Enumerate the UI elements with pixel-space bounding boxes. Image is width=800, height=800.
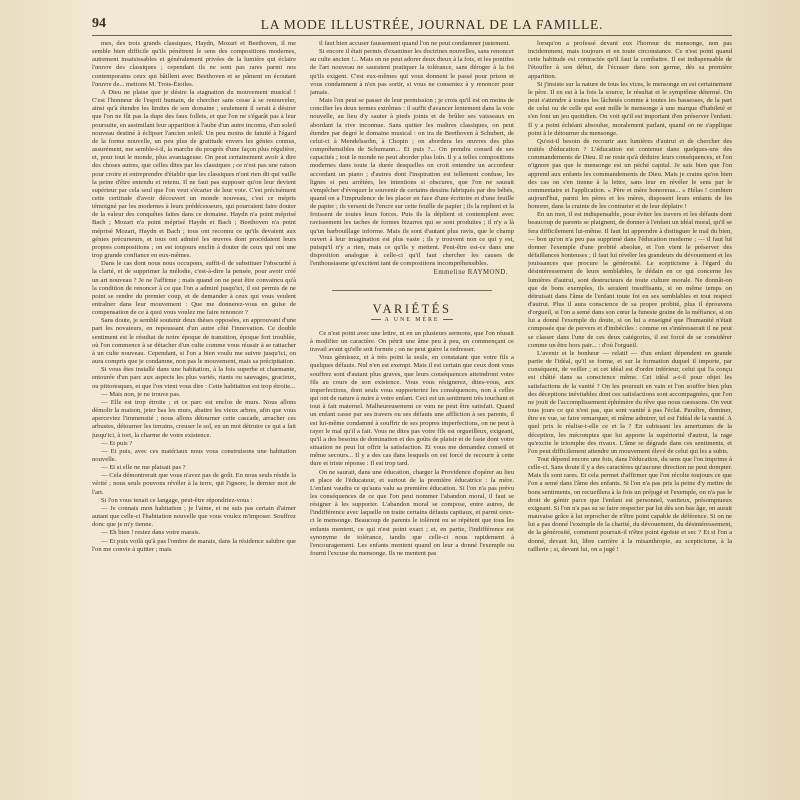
article-signature: Emmeline RAYMOND. [433, 269, 508, 277]
paragraph: Sans doute, je semblé soutenir deux thèses opposées, en approuvant d'une part les novateurs, en repoussant d'un autre côté l'innovation. Ce double sentiment est le résultat de notre époque de transition, époque fort troublée, où l'on commence à se détacher d'un culte comme vous réussir à se rattacher à un culte nouveau. Cependant, si l'on a bien voulu me suivre jusqu'ici, on aura compris que je condamne, non pas le mouvement, mais sa précipitation. [92, 317, 296, 366]
dialogue-line: — Eh bien ! restez dans votre marais. [101, 529, 201, 537]
paragraph: mes, des trois grands classiques, Haydn, Mozart et Beethoven, il me semble bien difficile qu'ils pénètrent le sens des compositions modernes, autrement insaisissables et généralement privées de la lumière qui éclaire l'œuvre des classiques ; cependant ils ne sont pas rares parmi nos contemporains ceux qui bâillent avec Beethoven et se pâment en écoutant l'œuvre de... mettons M. Trois-Étoiles. [92, 40, 296, 88]
section-divider [332, 290, 492, 291]
paragraph: Ce n'est point avec une lettre, ni en un plusieurs sermons, que l'on réussit à modifier un caractère. On pétrit une âme peu à peu, en commençant ce travail avant qu'elle soit formée ; on ne peut guère la redresser. [310, 329, 514, 354]
paragraph: Dans le cas dont nous nous occupons, suffit-il de substituer l'obscurité à la clarté, et de supprimer la mélodie, c'est-à-dire la pensée, pour avoir créé un art nouveau ? Je ne l'affirme ; mais quand on ne peut être convaincu qu'à la condition de renoncer à ce que l'on a admiré jusqu'ici, il est permis de ne point se rendre du premier coup, et de demander à ceux qui vous veulent entraîner dans leur mouvement : Que me donnerez-vous en guise de compensation de ce à quoi vous voulez me faire renoncer ? [92, 260, 296, 317]
paragraph: On ne saurait, dans une éducation, charger la Providence d'opérer au lieu et place de l'éducateur, et surtout de la première éducatrice : la mère. L'enfant vaudra ce qu'aura valu sa première éducation. Si l'on n'a pas prévu les conséquences de ce que l'on peut nommer l'abandon moral, il faut se résigner à les supporter. L'abandon moral se compose, entre autres, de l'indifférence avec laquelle on traite certains défauts capitaux, et parmi ceux-ci le mensonge. Beaucoup de parents le tolèrent ou se répètent que tous les enfants mentent, ce qui n'est point exact ; et, en partie, l'indifférence est synonyme de tolérance, tandis que celle-ci nous rapidement à l'encouragement. Les enfants mentent quand on leur a donné l'exemple ou fourni l'excuse du mensonge. Ils ne mentent pas [310, 468, 514, 558]
paragraph: Mais l'on peut se passer de leur permission ; je crois qu'il est on moins de concilier les deux termes extrêmes : il suffit d'avancer lentement dans la voie nouvelle, au lieu d'y sauter à pieds joints et de brûler ses vaisseaux en abordant la rive inconnue. Sans quitter les maîtres classiques, on peut étendre par degré le domaine musical : on ira de Beethoven à Schubert, de celui-ci à Mendelssohn, à Chopin ; on abordera les œuvres des plus compréhensibles de Schumann... Et puis ?... On prendra conseil de ses capacités ; tout le monde ne peut aborder plus loin. Il y a telles compositions modernes dans toute la durée desquelles on croit entendre un accordeur accordant un piano ; d'autres dont l'inspiration est tellement confuse, les lignes si peu arrêtées, les intentions si obscures, que l'on ne saurait s'empêcher d'évoquer le souvenir de certains dessins fabriqués par des bébés, quand on a l'imprudence de les placer en face d'une écritoire et d'une feuille de papier ; ils versent de l'encre sur cette feuille de papier ; ils la replient et la froissent de toutes leurs forces. Puis ils la déplient et contemplent avec ravissement les taches de formes bizarres qui se sont produites ; il n'y a là qu'un barbouillage informe. Mais ils sont d'autant plus ravis, que le champ ouvert à leur imagination est plus vaste ; ils y trouvent non ce qui y est, puisqu'il n'y a rien, mais ce qu'ils y mettent. Peut-être est-ce dans une disposition analogue à celle-ci qu'il faut chercher les causes de l'enthousiasme qu'excitent tant de compositions incompréhensibles. [310, 97, 514, 268]
text-column-1 [92, 40, 296, 792]
dialogue-line: — Et puis, avec ces matériaux nous vous construisons une habitation nouvelle. [92, 447, 296, 463]
paragraph: Si encore il était permis d'examiner les doctrines nouvelles, sans renoncer au culte ancien !... Mais on ne peut adorer deux dieux à la fois, et les pontifes de l'art nouveau ne sauraient pratiquer la tolérance, sans déroger à la foi qu'ils exigent. C'est eux-mêmes qui vous donnent le passé pour prison et vous condamnent à n'en pas sortir, si vous ne consentez à y renoncer pour jamais. [310, 48, 514, 96]
section-subtitle: A UNE MÈRE [310, 316, 514, 324]
paragraph: il faut bien accuser faussement quand l'on ne peut condamner justement. [319, 40, 511, 47]
dialogue-line: — Elle est trop étroite ; et ce parc est enclos de murs. Nous allons démolir la maison, jeter bas les murs, abattre les vieux arbres, afin que vous aperceviez l'immensité ; nous allons détourner cette cascade, arracher ces arbustes, détourner les terrains, creuser le sol, en un mot détruire ce qui a fait jusqu'ici, à tort, la charme de votre existence. [92, 398, 296, 439]
running-title: LA MODE ILLUSTRÉE, JOURNAL DE LA FAMILLE. [260, 17, 604, 32]
dialogue-line: — Je connais mon habitation ; je l'aime, et ne suis pas certain d'aimer autant que celle-ci l'habitation nouvelle que vous voulez m'imposer. Souffrez donc que je m'y tienne. [92, 504, 296, 529]
dialogue-line: — Et si elle ne me plaisait pas ? [101, 464, 186, 472]
paragraph: Si l'on vous tenait ce langage, peut-être répondriez-vous : [101, 496, 253, 504]
text-column-2 [310, 40, 514, 792]
dialogue-line: — Cela démontrerait que vous n'avez pas de goût. En nous seuls réside la vérité ; nous seuls pouvons révéler à la terre, qui l'ignore, le dernier mot de l'art. [92, 472, 296, 496]
paragraph: A Dieu ne plaise que je désire la stagnation du mouvement musical ! C'est l'honneur de l'esprit humain, de chercher sans cesse à se renouveler, ainsi qu'à étendre les limites de son domaine ; seulement il serait à désirer que l'on ne fût pas la dupe des faux follets, et que l'on ne s'égarât pas à leur poursuite, en assimilant leur apparition à l'aube d'un autre incomu, d'un soleil nouveau destiné à éclipser l'ancien soleil. Un peu moins de fatuité à l'égard de la forme nouvelle, un peu plus de gratitude envers les génies connus, assurément, me semble-t-il, la marche du progrès d'une façon plus régulière, et, pour tout le monde, plus avantageuse. On peut certainement avoir à dire des choses autres, que celles dites par les classiques ; ce n'est pas une raison pour croire et entreprendre d'établir que les classiques n'ont rien dit qui vaille la peine d'être entendu et retenu. Il ne faut pas supposer qu'on leur devient supérieur par cela seul que l'on veut s'écarter de leur voie. C'est précisément cette certitude d'avoir découvert un monde nouveau, c'est ce mépris témoigné par les modernes à leurs prédécesseurs, qui pourraient faire douter de la valeur des conquêtes faites dans ce domaine. Haydn n'a point méprisé Bach ; Mozart n'a point méprisé Haydn et Bach ; Beethoven n'a point méprisé Mozart, Haydn et Bach ; tous ont reconnu ce qu'ils devaient aux génies précurseurs, et tous ont admiré les œuvres dont procédaient leurs propres compositions ; on est toujours enclin à douter de ceux qui ont une trop grande confiance en eux-mêmes. [92, 88, 296, 260]
paragraph: Tout dépend encore une fois, dans l'éducation, du sens que l'on imprime à celle-ci. Sans doute il y a des caractères qu'aucune direction ne peut dompter. Mais ils sont rares. Et cela permet d'affirmer que l'on récolte toujours ce que l'on a semé dans l'âme des enfants. Si l'on n'a pas pris la peine d'y mettre de bons sentiments, on recueillera à la fois un préjugé et l'exemple, on n'a pas le droit de gémir parce que l'enfant est personnel, vaniteux, présomptueux exigeant. Si l'on n'a pas su se faire respecter par lui dès son bas âge, on aurait mauvaise grâce à lui reprocher de n'être point capable de déférence. Si on ne lui a pas donné l'exemple de la charité, du dévouement, du désintéressement, de la générosité, comment pourrait-il n'être point égoïste et sec ? Et si l'on a donné, devant lui, libre carrière à la misanthropie, au scepticisme, à la raillerie ; si, devant lui, on a jugé ! [528, 455, 732, 553]
page-number: 94 [92, 16, 106, 31]
paragraph: L'avenir et le bonheur — relatif — d'un enfant dépendent en grande partie de l'idéal, qu'il se forme, et sur la formation duquel il importe, par conséquent, de veiller ; et cet idéal est d'ordre inférieur, celui qui l'a conçu est châtié dans sa conscience même. Cet idéal a-t-il pour objet les satisfactions de la vanité ? On les poursuit en vain et l'on souffre bien plus des déceptions inévitables dont ces satisfactions sont accompagnées, que l'on ne jouit de l'accomplissement éphémère du rêve que nous caressons. On veut tous jours ce qui n'est pas, que sont vanité à pas l'éclat. Paraître, dominer, être en vue, se faire remarquer, et même admirer, tel est l'idéal de la vanité. A quel prix le réalise-t-elle ce et la ? En subissant les amertumes de la déception, les mécomptes que lui apporte la supériorité d'autrui, la rage qu'excite le triomphe des rivaux. L'âme se dégrade dans ces sentiments, et l'on peut difficilement attendre un mouvement élevé de celui qui les a subis. [528, 349, 732, 455]
dialogue-line: — Mais non, je ne trouve pas. [101, 390, 181, 398]
paragraph: Vous gémissez, et à très point la seule, en constatant que votre fils a quelques défauts. Nul n'en est exempt. Mais il est certain que ceux dont vous souffrez sont d'autant plus graves, que leurs conséquences atteindront votre fils au cours de son existence. Vous vous résignerez, dites-vous, aux imperfections, dont seuls vous supporteriez les conséquences, non à celles qui ont de nature à nuire à votre enfant. Ceci est un sentiment très touchant et tout à fait maternel. Malheureusement ce vœu ne peut être satisfait. Quand un enfant casse par ses travers ou ses défauts une affliction à ses parents, il est lui-même condamné à souffrir de ses propres imperfections, on ne peut à rayer le mal qu'il a fait. Vous ne dites pas votre fils est orgueilleux, exigeant, qu'il a des besoins de domination et des goûts de plaisir et de faste dont votre situation ne peut lui offrir la satisfaction. Et vous me demandez conseil et même secours... Il y a des cas dans lesquels on est forcé de recourir à cette dure et triste réponse : Il est trop tard. [310, 354, 514, 468]
paragraph: Si vous êtes installé dans une habitation, à la fois superbe et charmante, entourée d'un parc aux aspects les plus variés, riants ou sauvages, gracieux, ou pittoresques, et que l'on vient vous dire : Cette habitation est trop étroite... [92, 366, 296, 390]
section-title: VARIÉTÉS [372, 301, 452, 316]
dialogue-line: — Et puis voilà qu'à pas l'ombre de marais, dans la résidence salubre que l'on me convie à quitter ; mais [92, 537, 296, 553]
text-column-3 [528, 40, 732, 792]
header-rule [92, 35, 732, 36]
dialogue-line: — Et puis ? [101, 439, 133, 447]
paragraph: Si j'insiste sur la nature de tous les vices, le mensonge en est certainement le père. Il en est à la fois la source, le résultat et le symptôme détermé. On peut s'attendre à toutes les lâchetés comme à toutes les bassesses, de la part de celui ou de celle qui sont mille le mensonge à une marque d'habileté et s'en font un jeu quotidien. On voit qu'il est important d'en préserver l'enfant. Il y a point échéant absoulue, moralement parlant, quand on ne s'applique point à le détourner du mensonge. [528, 80, 732, 137]
paragraph: Qu'est-il besoin de recourir aux lumières d'autrui et de chercher des traités d'éducation ? L'éducation est contenue dans quelques-uns des commandements de Dieu. Il ne reste qu'à déduire leurs conséquences, et l'on n'ignore pas que le mensonge est un péché capital. Je sais bien que l'on apprend aux enfants les commandements de Dieu. Mais je crains qu'on bien des cas on s'en tienne à la lettre, sans leur en révéler le sens par le commentaire et l'application. « Père et mère honoreras... » Hélas ! combien aujourd'hui, parmi les pères et les mères, disposent leurs enfants de les honorer, dans la crainte de les contrarier et de leur déplaire ! [528, 137, 732, 211]
paragraph: lorsqu'on a professé devant eux l'horreur du mensonge, non pas incidemment, mais toujours et en toute circonstance. Ce n'est point quand cette habitude est contractée qu'il faut la combattre. Il est indispensable de l'étouffer à son début, de l'écraser dans son germe, dès sa première apparition. [528, 40, 732, 80]
paragraph: En un mot, il est indispensable, pour éviter les travers et les défauts dont beaucoup de parents se plaignent, de donner à l'enfant un idéal moral, qu'il se fera difficilement lui-même. Il faut lui apprendre à distinguer le mal du bien, — bon qu'on n'a peu pas supprimé dans l'éducation moderne ; — il faut lui donner l'exemple d'une probité absolue, et l'on vient le préserver des défaillances honteuses ; il faut lui révéler les grandeurs du dévouement et les jouissances que procure la générosité. Le scepticisme à l'égard du désintéressement de leurs semblables, le dédain en ce qui concerne les lumières d'autrui, sont destructeurs de toute culture morale. Ne donnât-on que de bons exemples, ils seraient insuffisants, si on même temps on détruisait dans l'âme de l'enfant toute foi en ses semblables et tout respect d'autrui. Plus il aura conscience de sa propre probité, plus il éprouvera d'orgueil, si l'on a semé dans son cœur la funeste graine de la méfiance, si on lui a donné l'exemple du doute, si on lui a enseigné que l'humanité n'était composée que de pervers et d'imbéciles : comme on s'intéresserait il ne peut se classer dans l'une de ces deux catégories, il est forcé de se considérer comme un être hors pair... : d'où l'orgueil. [528, 211, 732, 349]
